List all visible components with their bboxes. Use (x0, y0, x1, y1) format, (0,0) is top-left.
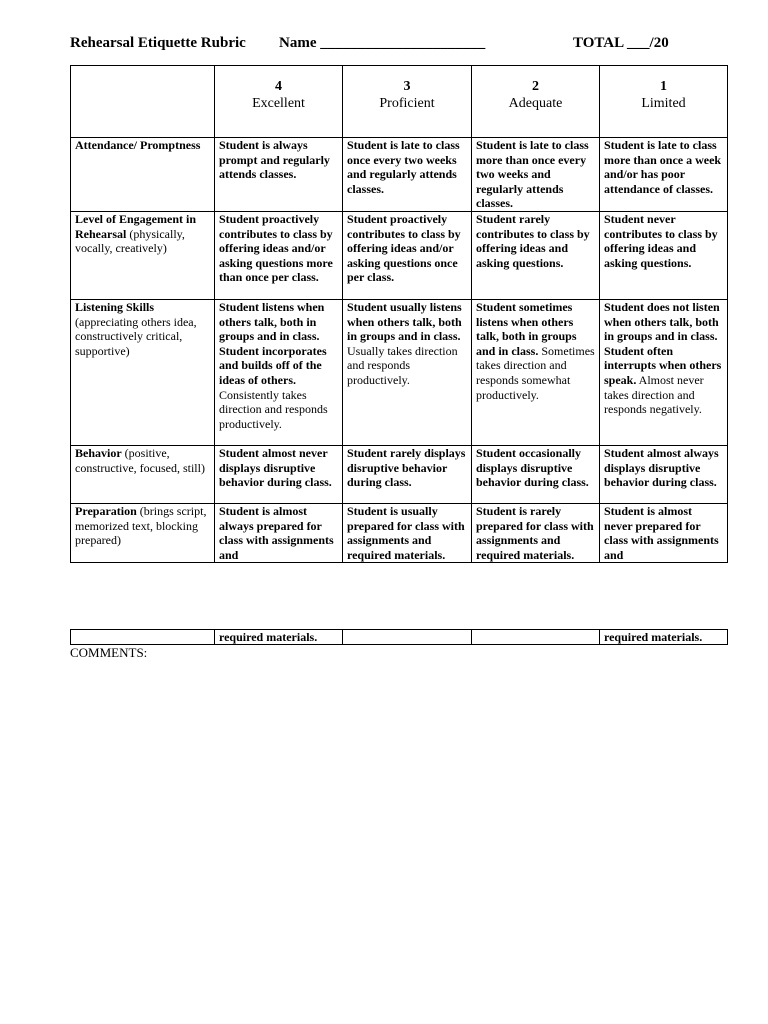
criteria-cell (215, 211, 343, 299)
criteria-cell (343, 503, 472, 562)
level-header (472, 66, 600, 138)
rubric-row-attendance (71, 138, 728, 212)
criteria-text: Student sometimes listens when others talk, both in groups and in class. (476, 299, 577, 358)
continuation-cell (343, 630, 472, 645)
criteria-text: Student proactively contributes to class by offering ideas and/or asking questions more than once per class. (219, 211, 333, 285)
criteria-text: Student occasionally displays disruptive behavior during class. (476, 445, 589, 490)
criteria-text: Student does not listen when others talk, both in groups and in class. Student often interrupts when others speak. (604, 299, 722, 387)
criteria-cell (472, 445, 600, 503)
criteria-cell (343, 211, 472, 299)
rubric-title: Rehearsal Etiquette Rubric (70, 35, 246, 51)
criteria-cell (600, 299, 728, 445)
category-cell (71, 503, 215, 562)
continuation-cell (472, 630, 600, 645)
criteria-text: Student is always prompt and regularly attends classes. (219, 138, 330, 182)
criteria-text: Student is late to class more than once every two weeks and regularly attends classes. (476, 138, 589, 211)
criteria-text: Student rarely displays disruptive behavior during class. (347, 445, 466, 490)
rubric-row-preparation (71, 503, 728, 562)
category-label: Listening Skills (75, 299, 155, 314)
level-score: 2 (532, 79, 539, 94)
level-label: Limited (641, 96, 686, 111)
criteria-note: Consistently takes direction and responds productively. (219, 387, 328, 431)
criteria-text: Student is late to class more than once a week and/or has poor attendance of classes. (604, 138, 722, 196)
category-cell (71, 138, 215, 212)
continuation-cell: required materials. (215, 630, 343, 645)
criteria-cell (343, 138, 472, 212)
level-header (343, 66, 472, 138)
corner-cell (71, 66, 215, 138)
criteria-cell (600, 138, 728, 212)
criteria-cell (215, 445, 343, 503)
category-cell (71, 211, 215, 299)
level-label: Proficient (379, 96, 435, 111)
criteria-text: Student is almost always prepared for class with assignments and (219, 503, 334, 562)
level-header (600, 66, 728, 138)
criteria-note: Sometimes takes direction and responds somewhat productively. (476, 343, 595, 402)
level-label: Adequate (508, 96, 563, 111)
criteria-text: Student almost never displays disruptive behavior during class. (219, 445, 332, 490)
criteria-text: Student almost always displays disruptive behavior during class. (604, 445, 719, 490)
continuation-cell (71, 630, 215, 645)
criteria-cell (343, 299, 472, 445)
criteria-note: Almost never takes direction and responds negatively. (604, 372, 704, 417)
name-field-label: Name ______________________ (279, 35, 486, 51)
rubric-continuation-table (70, 629, 728, 645)
category-note: (appreciating others idea, constructively critical, supportive) (75, 314, 197, 358)
rubric-row-engagement (71, 211, 728, 299)
criteria-text: Student is late to class once every two weeks and regularly attends classes. (347, 138, 460, 196)
level-score: 3 (403, 79, 411, 94)
rubric-row-behavior (71, 445, 728, 503)
criteria-cell (215, 299, 343, 445)
criteria-cell (215, 138, 343, 212)
criteria-cell (600, 445, 728, 503)
rubric-row-listening (71, 299, 728, 445)
criteria-text: Student never contributes to class by offering ideas and asking questions. (604, 211, 718, 270)
category-label: Attendance/ Promptness (75, 138, 201, 152)
criteria-text: Student is usually prepared for class with assignments and required materials. (347, 503, 465, 562)
criteria-cell (472, 503, 600, 562)
criteria-text: Student listens when others talk, both in groups and in class. Student incorporates and builds off of the ideas of others. (219, 299, 327, 387)
header-row (71, 66, 728, 138)
criteria-text: Student proactively contributes to class by offering ideas and/or asking questions once per class. (347, 211, 461, 285)
criteria-cell (472, 299, 600, 445)
criteria-cell (600, 211, 728, 299)
level-label: Excellent (252, 96, 305, 111)
criteria-note: Usually takes direction and responds productively. (347, 343, 458, 387)
criteria-text: Student is rarely prepared for class with assignments and required materials. (476, 503, 594, 562)
category-note: (physically, vocally, creatively) (75, 226, 185, 256)
rubric-table (70, 65, 728, 563)
category-cell (71, 445, 215, 503)
total-score-label: TOTAL ___/20 (573, 35, 669, 51)
category-note: (positive, constructive, focused, still) (75, 445, 205, 475)
category-label: Preparation (75, 503, 137, 518)
category-note: (brings script, memorized text, blocking prepared) (75, 503, 207, 548)
category-label: Level of Engagement in Rehearsal (75, 211, 196, 241)
category-label: Behavior (75, 445, 122, 460)
comments-label: COMMENTS: (70, 645, 148, 660)
category-cell (71, 299, 215, 445)
criteria-cell (472, 138, 600, 212)
continuation-cell: required materials. (600, 630, 728, 645)
criteria-cell (215, 503, 343, 562)
continuation-row (71, 630, 728, 645)
criteria-cell (600, 503, 728, 562)
criteria-cell (472, 211, 600, 299)
criteria-text: Student is almost never prepared for class with assignments and (604, 503, 719, 562)
level-score: 1 (660, 79, 667, 94)
criteria-text: Student usually listens when others talk, both in groups and in class. (347, 299, 462, 344)
header-line (70, 35, 730, 55)
criteria-cell (343, 445, 472, 503)
criteria-text: Student rarely contributes to class by offering ideas and asking questions. (476, 211, 590, 270)
level-header (215, 66, 343, 138)
level-score: 4 (275, 79, 282, 94)
